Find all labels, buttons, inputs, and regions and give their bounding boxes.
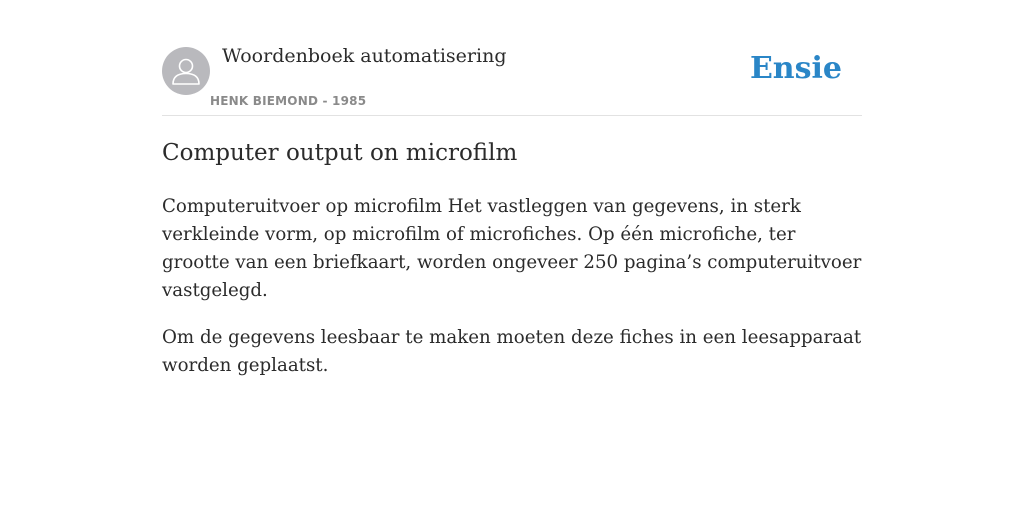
source-title[interactable]: Woordenboek automatisering [222, 45, 507, 67]
entry-paragraph: Om de gegevens leesbaar te maken moeten deze fiches in een leesapparaat worden geplaatst. [162, 327, 862, 376]
entry-body [162, 193, 862, 399]
entry-title: Computer output on microfilm [162, 140, 518, 166]
user-avatar-icon [162, 47, 210, 95]
source-header [162, 40, 862, 116]
brand-logo[interactable]: Ensie [749, 51, 842, 86]
source-byline: HENK BIEMOND - 1985 [210, 94, 367, 108]
entry-paragraph: Computeruitvoer op microfilm Het vastleggen van gegevens, in sterk verkleinde vorm, op microfilm of microfiches. Op één microfiche, ter grootte van een briefkaart, worden ongeveer 250 pagina’s computeruitvoer vastgelegd. [162, 196, 862, 301]
avatar[interactable] [162, 47, 210, 95]
